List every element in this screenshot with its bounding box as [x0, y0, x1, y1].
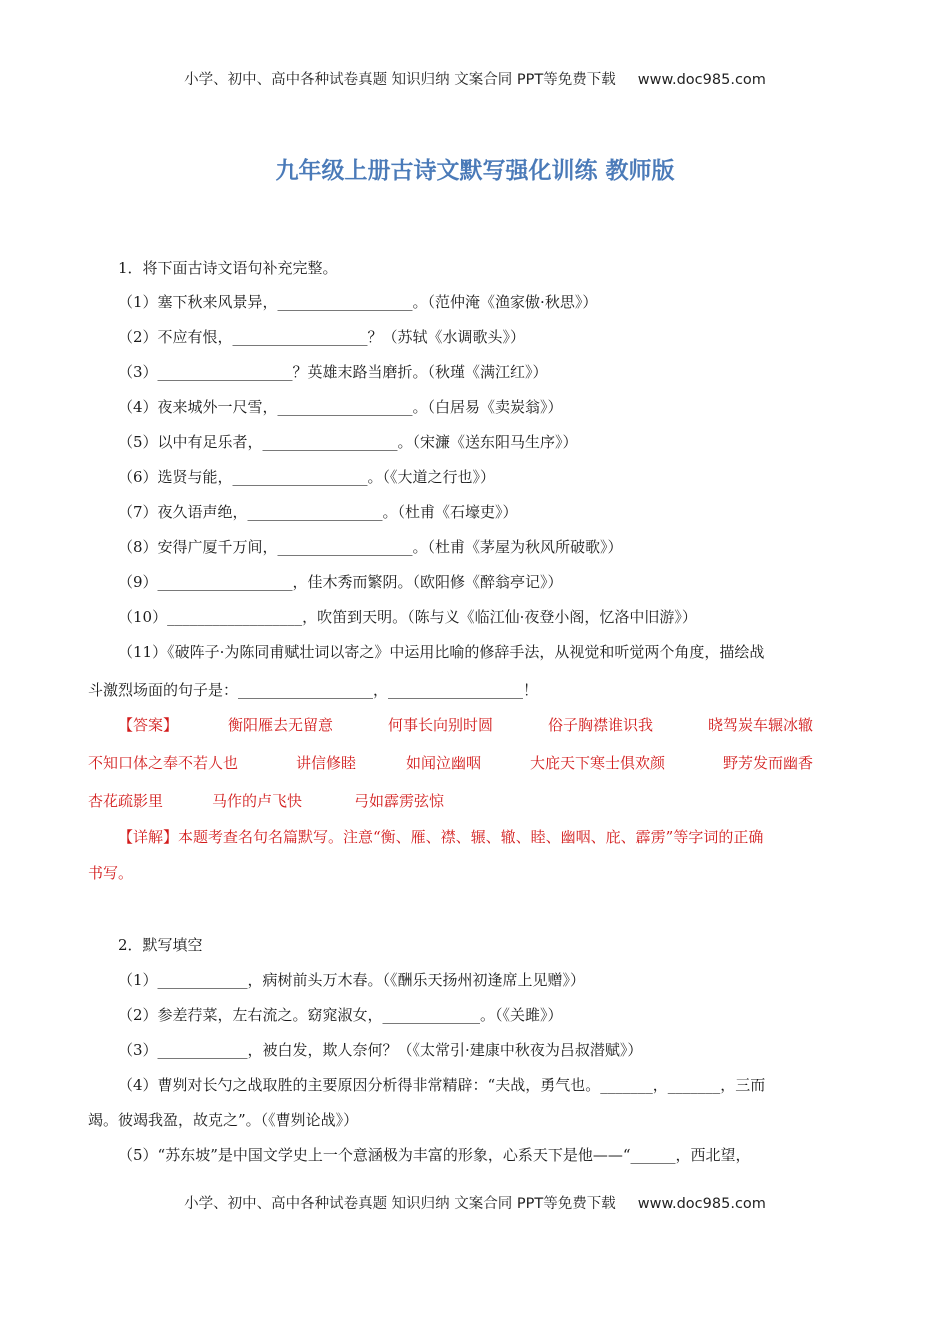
answer-item: 俗子胸襟谁识我 — [548, 716, 654, 734]
q1-stem: 1．将下面古诗文语句补充完整。 — [118, 259, 338, 277]
q1-item: 斗激烈场面的句子是：__________________，__________________！ — [88, 681, 539, 699]
q1-item: （9）__________________，佳木秀而繁阴。（欧阳修《醉翁亭记》） — [118, 573, 563, 591]
answer-row-2 — [88, 752, 813, 773]
answer-label: 【答案】 — [118, 716, 179, 734]
q1-item: （6）选贤与能，__________________。（《大道之行也》） — [118, 468, 496, 486]
q1-item: （2）不应有恨，__________________？（苏轼《水调歌头》） — [118, 328, 526, 346]
page-footer — [0, 1192, 950, 1213]
detail-line: 【详解】本题考查名句名篇默写。注意“衡、雁、襟、辗、辙、睦、幽咽、庇、霹雳”等字词的正确 — [118, 828, 764, 846]
q1-item: （8）安得广厦千万间，__________________。（杜甫《茅屋为秋风所破歌》） — [118, 538, 623, 556]
answer-item: 讲信修睦 — [296, 754, 357, 772]
q1-item: （5）以中有足乐者，__________________。（宋濂《送东阳马生序》） — [118, 433, 578, 451]
q2-stem: 2．默写填空 — [118, 936, 203, 954]
q1-item: （11）《破阵子·为陈同甫赋壮词以寄之》中运用比喻的修辞手法，从视觉和听觉两个角度，描绘战 — [118, 643, 765, 661]
q2-item: （4）曹刿对长勺之战取胜的主要原因分析得非常精辟：“夫战，勇气也。_______，_______，三而 — [118, 1076, 766, 1094]
q2-item: （2）参差荇菜，左右流之。窈窕淑女，_____________。（《关雎》） — [118, 1006, 563, 1024]
q2-item: （1）____________，病树前头万木春。（《酬乐天扬州初逢席上见赠》） — [118, 971, 586, 989]
page-header — [0, 68, 950, 89]
answer-item: 杏花疏影里 — [88, 792, 164, 810]
answer-row-3 — [88, 790, 444, 811]
header-text: 小学、初中、高中各种试卷真题 知识归纳 文案合同 PPT等免费下载 — [184, 72, 616, 88]
answer-row-1 — [118, 714, 813, 735]
q1-item: （4）夜来城外一尺雪，__________________。（白居易《卖炭翁》） — [118, 398, 563, 416]
q2-item: （3）____________，被白发，欺人奈何？（《太常引·建康中秋夜为吕叔潜赋》） — [118, 1041, 643, 1059]
header-site-link[interactable]: www.doc985.com — [637, 72, 766, 88]
q1-item: （1）塞下秋来风景异，__________________。（范仲淹《渔家傲·秋思》） — [118, 293, 598, 311]
answer-item: 大庇天下寒士俱欢颜 — [530, 754, 666, 772]
answer-item: 如闻泣幽咽 — [406, 754, 482, 772]
answer-item: 晓驾炭车辗冰辙 — [708, 716, 814, 734]
q2-item: 竭。彼竭我盈，故克之”。（《曹刿论战》） — [88, 1111, 359, 1129]
detail-line: 书写。 — [88, 864, 134, 882]
answer-item: 弓如霹雳弦惊 — [354, 792, 445, 810]
q2-item: （5）“苏东坡”是中国文学史上一个意涵极为丰富的形象，心系天下是他——“______，西北望， — [118, 1146, 751, 1164]
answer-item: 马作的卢飞快 — [212, 792, 303, 810]
footer-site-link[interactable]: www.doc985.com — [637, 1196, 766, 1212]
answer-item: 衡阳雁去无留意 — [228, 716, 334, 734]
q1-item: （7）夜久语声绝，__________________。（杜甫《石壕吏》） — [118, 503, 518, 521]
answer-item: 何事长向别时圆 — [388, 716, 494, 734]
answer-item: 不知口体之奉不若人也 — [88, 754, 239, 772]
q1-item: （3）__________________？英雄末路当磨折。（秋瑾《满江红》） — [118, 363, 548, 381]
q1-item: （10）__________________，吹笛到天明。（陈与义《临江仙·夜登小阁，忆洛中旧游》） — [118, 608, 697, 626]
answer-item: 野芳发而幽香 — [723, 754, 814, 772]
page-title: 九年级上册古诗文默写强化训练 教师版 — [275, 158, 675, 184]
footer-text: 小学、初中、高中各种试卷真题 知识归纳 文案合同 PPT等免费下载 — [184, 1196, 616, 1212]
